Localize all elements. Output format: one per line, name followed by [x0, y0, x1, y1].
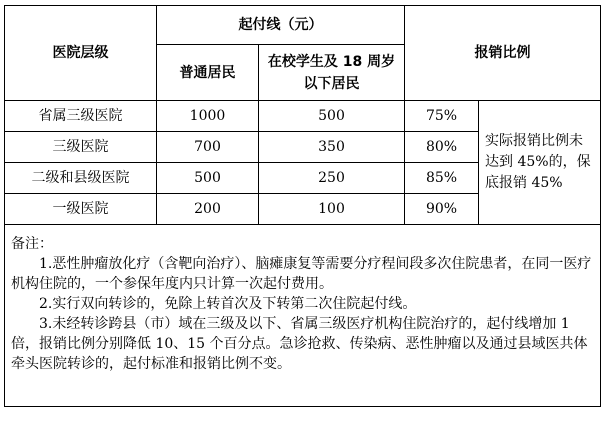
reimbursement-table [4, 5, 601, 407]
cell-level: 三级医院 [5, 132, 157, 163]
cell-student: 250 [259, 163, 405, 194]
cell-ratio: 80% [405, 132, 479, 163]
document [4, 5, 600, 419]
table-row [5, 101, 601, 132]
header-general-residents: 普通居民 [157, 45, 259, 101]
header-students-minors: 在校学生及 18 周岁以下居民 [259, 45, 405, 101]
notes-title: 备注： [11, 236, 53, 252]
note-item-2: 2.实行双向转诊的，免除上转首次及下转第二次住院起付线。 [39, 296, 417, 312]
cell-ratio: 90% [405, 194, 479, 225]
note-item-1: 1.恶性肿瘤放化疗（含靶向治疗）、脑瘫康复等需要分疗程间段多次住院患者，在同一医疗机构住院的，一个参保年度内只计算一次起付费用。 [11, 256, 592, 292]
cell-minimum-reimbursement-note: 实际报销比例未达到 45%的，保底报销 45% [479, 101, 601, 225]
cell-ratio: 75% [405, 101, 479, 132]
cell-student: 500 [259, 101, 405, 132]
cell-general: 700 [157, 132, 259, 163]
cell-level: 一级医院 [5, 194, 157, 225]
cell-level: 省属三级医院 [5, 101, 157, 132]
header-reimbursement-ratio: 报销比例 [405, 6, 601, 101]
cell-level: 二级和县级医院 [5, 163, 157, 194]
cell-ratio: 85% [405, 163, 479, 194]
cell-general: 200 [157, 194, 259, 225]
cell-student: 350 [259, 132, 405, 163]
note-item-3: 3.未经转诊跨县（市）域在三级及以下、省属三级医疗机构住院治疗的，起付线增加 1 倍，报销比例分别降低 10、15 个百分点。急诊抢救、传染病、恶性肿瘤以及通过县域医共体牵头医院转诊的，起付标准和报销比例不变。 [11, 316, 588, 372]
header-hospital-level: 医院层级 [5, 6, 157, 101]
cell-general: 1000 [157, 101, 259, 132]
header-deductible: 起付线（元） [157, 6, 405, 45]
cell-general: 500 [157, 163, 259, 194]
cell-student: 100 [259, 194, 405, 225]
notes-section [5, 225, 601, 407]
